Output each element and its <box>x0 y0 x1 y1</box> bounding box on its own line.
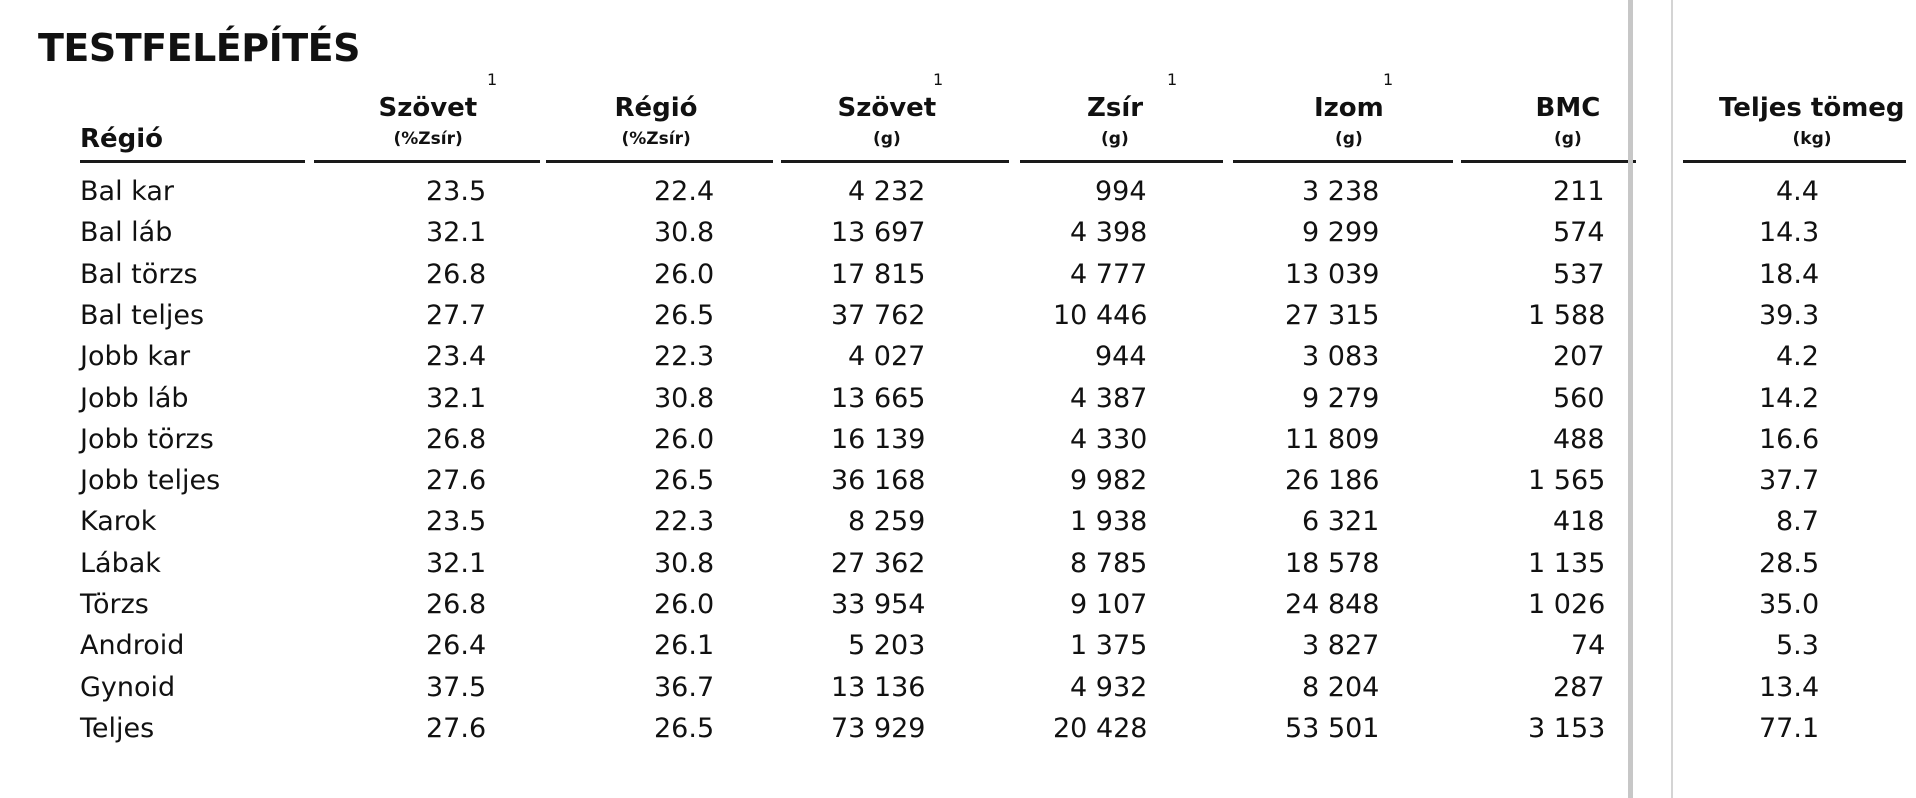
table-cell: 26.1 <box>654 630 715 661</box>
row-label: Bal láb <box>80 217 173 248</box>
table-cell: 26.0 <box>654 259 715 290</box>
table-cell: 30.8 <box>654 383 715 414</box>
footnote-marker: 1 <box>933 70 944 89</box>
table-cell: 53 501 <box>1285 713 1380 744</box>
table-cell: 8 785 <box>1070 548 1148 579</box>
row-label: Karok <box>80 506 157 537</box>
region-column-header: Régió <box>80 124 164 154</box>
table-cell: 26.5 <box>654 713 715 744</box>
header-rule <box>1020 160 1223 163</box>
table-cell: 37.5 <box>426 672 487 703</box>
header-rule <box>1461 160 1636 163</box>
table-cell: 4 777 <box>1070 259 1148 290</box>
table-cell: 22.4 <box>654 176 715 207</box>
column-header: BMC <box>1535 93 1601 123</box>
column-header: Régió <box>614 93 698 123</box>
table-cell: 27.6 <box>426 713 487 744</box>
table-cell: 74 <box>1571 630 1606 661</box>
table-cell: 30.8 <box>654 217 715 248</box>
column-header: Zsír <box>1087 93 1144 123</box>
column-unit: (g) <box>1554 129 1582 149</box>
table-cell: 36.7 <box>654 672 715 703</box>
table-cell: 37 762 <box>831 300 926 331</box>
table-cell: 26 186 <box>1285 465 1380 496</box>
column-header: Szövet <box>378 93 478 123</box>
table-cell: 1 135 <box>1528 548 1606 579</box>
row-label: Jobb láb <box>80 383 189 414</box>
row-label: Gynoid <box>80 672 176 703</box>
column-header: Szövet <box>837 93 937 123</box>
table-cell: 35.0 <box>1759 589 1820 620</box>
table-cell: 4 027 <box>848 341 926 372</box>
table-cell: 287 <box>1553 672 1605 703</box>
table-cell: 10 446 <box>1053 300 1148 331</box>
table-cell: 23.4 <box>426 341 487 372</box>
table-cell: 18 578 <box>1285 548 1380 579</box>
table-cell: 26.4 <box>426 630 487 661</box>
table-cell: 8.7 <box>1776 506 1819 537</box>
table-cell: 3 238 <box>1302 176 1380 207</box>
table-cell: 4.4 <box>1776 176 1819 207</box>
table-cell: 33 954 <box>831 589 926 620</box>
table-cell: 6 321 <box>1302 506 1380 537</box>
row-label: Jobb törzs <box>80 424 214 455</box>
page-title: TESTFELÉPÍTÉS <box>38 26 360 70</box>
table-cell: 22.3 <box>654 341 715 372</box>
table-cell: 488 <box>1553 424 1605 455</box>
table-cell: 4 330 <box>1070 424 1148 455</box>
table-cell: 16.6 <box>1759 424 1820 455</box>
table-cell: 73 929 <box>831 713 926 744</box>
page-fold-line <box>1671 0 1673 798</box>
table-cell: 32.1 <box>426 383 487 414</box>
page-fold-shadow <box>1628 0 1633 798</box>
table-cell: 27 315 <box>1285 300 1380 331</box>
row-label: Lábak <box>80 548 161 579</box>
table-cell: 1 938 <box>1070 506 1148 537</box>
table-cell: 13 665 <box>831 383 926 414</box>
header-rule <box>80 160 305 163</box>
footnote-marker: 1 <box>1383 70 1394 89</box>
table-cell: 4 398 <box>1070 217 1148 248</box>
table-cell: 207 <box>1553 341 1605 372</box>
table-cell: 1 588 <box>1528 300 1606 331</box>
header-rule <box>781 160 1009 163</box>
row-label: Jobb kar <box>80 341 191 372</box>
column-unit: (g) <box>873 129 901 149</box>
column-header: Teljes tömeg <box>1719 93 1905 123</box>
table-cell: 560 <box>1553 383 1605 414</box>
table-cell: 944 <box>1095 341 1147 372</box>
table-cell: 9 982 <box>1070 465 1148 496</box>
header-rule <box>314 160 540 163</box>
column-header: Izom <box>1314 93 1384 123</box>
table-cell: 1 375 <box>1070 630 1148 661</box>
table-cell: 9 279 <box>1302 383 1380 414</box>
table-cell: 13 697 <box>831 217 926 248</box>
row-label: Android <box>80 630 185 661</box>
table-cell: 537 <box>1553 259 1605 290</box>
table-cell: 4 232 <box>848 176 926 207</box>
table-cell: 1 026 <box>1528 589 1606 620</box>
table-cell: 13.4 <box>1759 672 1820 703</box>
row-label: Bal kar <box>80 176 174 207</box>
row-label: Teljes <box>80 713 155 744</box>
table-cell: 36 168 <box>831 465 926 496</box>
table-cell: 37.7 <box>1759 465 1820 496</box>
table-cell: 211 <box>1553 176 1605 207</box>
table-cell: 4.2 <box>1776 341 1819 372</box>
table-cell: 9 299 <box>1302 217 1380 248</box>
table-cell: 418 <box>1553 506 1605 537</box>
table-cell: 27.7 <box>426 300 487 331</box>
table-cell: 18.4 <box>1759 259 1820 290</box>
table-cell: 574 <box>1553 217 1605 248</box>
table-cell: 17 815 <box>831 259 926 290</box>
table-cell: 16 139 <box>831 424 926 455</box>
table-cell: 27.6 <box>426 465 487 496</box>
header-rule <box>1233 160 1453 163</box>
row-label: Bal teljes <box>80 300 205 331</box>
table-cell: 26.5 <box>654 465 715 496</box>
table-cell: 32.1 <box>426 217 487 248</box>
table-cell: 39.3 <box>1759 300 1820 331</box>
table-cell: 26.8 <box>426 589 487 620</box>
column-unit: (%Zsír) <box>621 129 691 149</box>
table-cell: 14.2 <box>1759 383 1820 414</box>
column-unit: (kg) <box>1792 129 1832 149</box>
table-cell: 26.8 <box>426 424 487 455</box>
table-cell: 26.8 <box>426 259 487 290</box>
footnote-marker: 1 <box>487 70 498 89</box>
table-cell: 26.5 <box>654 300 715 331</box>
row-label: Törzs <box>80 589 149 620</box>
table-cell: 3 153 <box>1528 713 1606 744</box>
table-cell: 26.0 <box>654 589 715 620</box>
table-cell: 26.0 <box>654 424 715 455</box>
table-cell: 8 204 <box>1302 672 1380 703</box>
table-cell: 3 083 <box>1302 341 1380 372</box>
table-cell: 8 259 <box>848 506 926 537</box>
table-cell: 23.5 <box>426 506 487 537</box>
table-cell: 4 387 <box>1070 383 1148 414</box>
table-cell: 3 827 <box>1302 630 1380 661</box>
table-cell: 14.3 <box>1759 217 1820 248</box>
footnote-marker: 1 <box>1167 70 1178 89</box>
column-unit: (g) <box>1335 129 1363 149</box>
table-cell: 994 <box>1095 176 1147 207</box>
table-cell: 13 039 <box>1285 259 1380 290</box>
table-cell: 77.1 <box>1759 713 1820 744</box>
header-rule <box>546 160 773 163</box>
column-unit: (g) <box>1101 129 1129 149</box>
table-cell: 27 362 <box>831 548 926 579</box>
table-cell: 30.8 <box>654 548 715 579</box>
row-label: Jobb teljes <box>80 465 221 496</box>
table-cell: 32.1 <box>426 548 487 579</box>
table-cell: 11 809 <box>1285 424 1380 455</box>
table-cell: 22.3 <box>654 506 715 537</box>
column-unit: (%Zsír) <box>393 129 463 149</box>
table-cell: 23.5 <box>426 176 487 207</box>
table-cell: 5 203 <box>848 630 926 661</box>
table-cell: 24 848 <box>1285 589 1380 620</box>
row-label: Bal törzs <box>80 259 198 290</box>
table-cell: 13 136 <box>831 672 926 703</box>
table-cell: 28.5 <box>1759 548 1820 579</box>
table-cell: 5.3 <box>1776 630 1819 661</box>
table-cell: 9 107 <box>1070 589 1148 620</box>
table-cell: 1 565 <box>1528 465 1606 496</box>
header-rule <box>1683 160 1906 163</box>
table-cell: 20 428 <box>1053 713 1148 744</box>
table-cell: 4 932 <box>1070 672 1148 703</box>
